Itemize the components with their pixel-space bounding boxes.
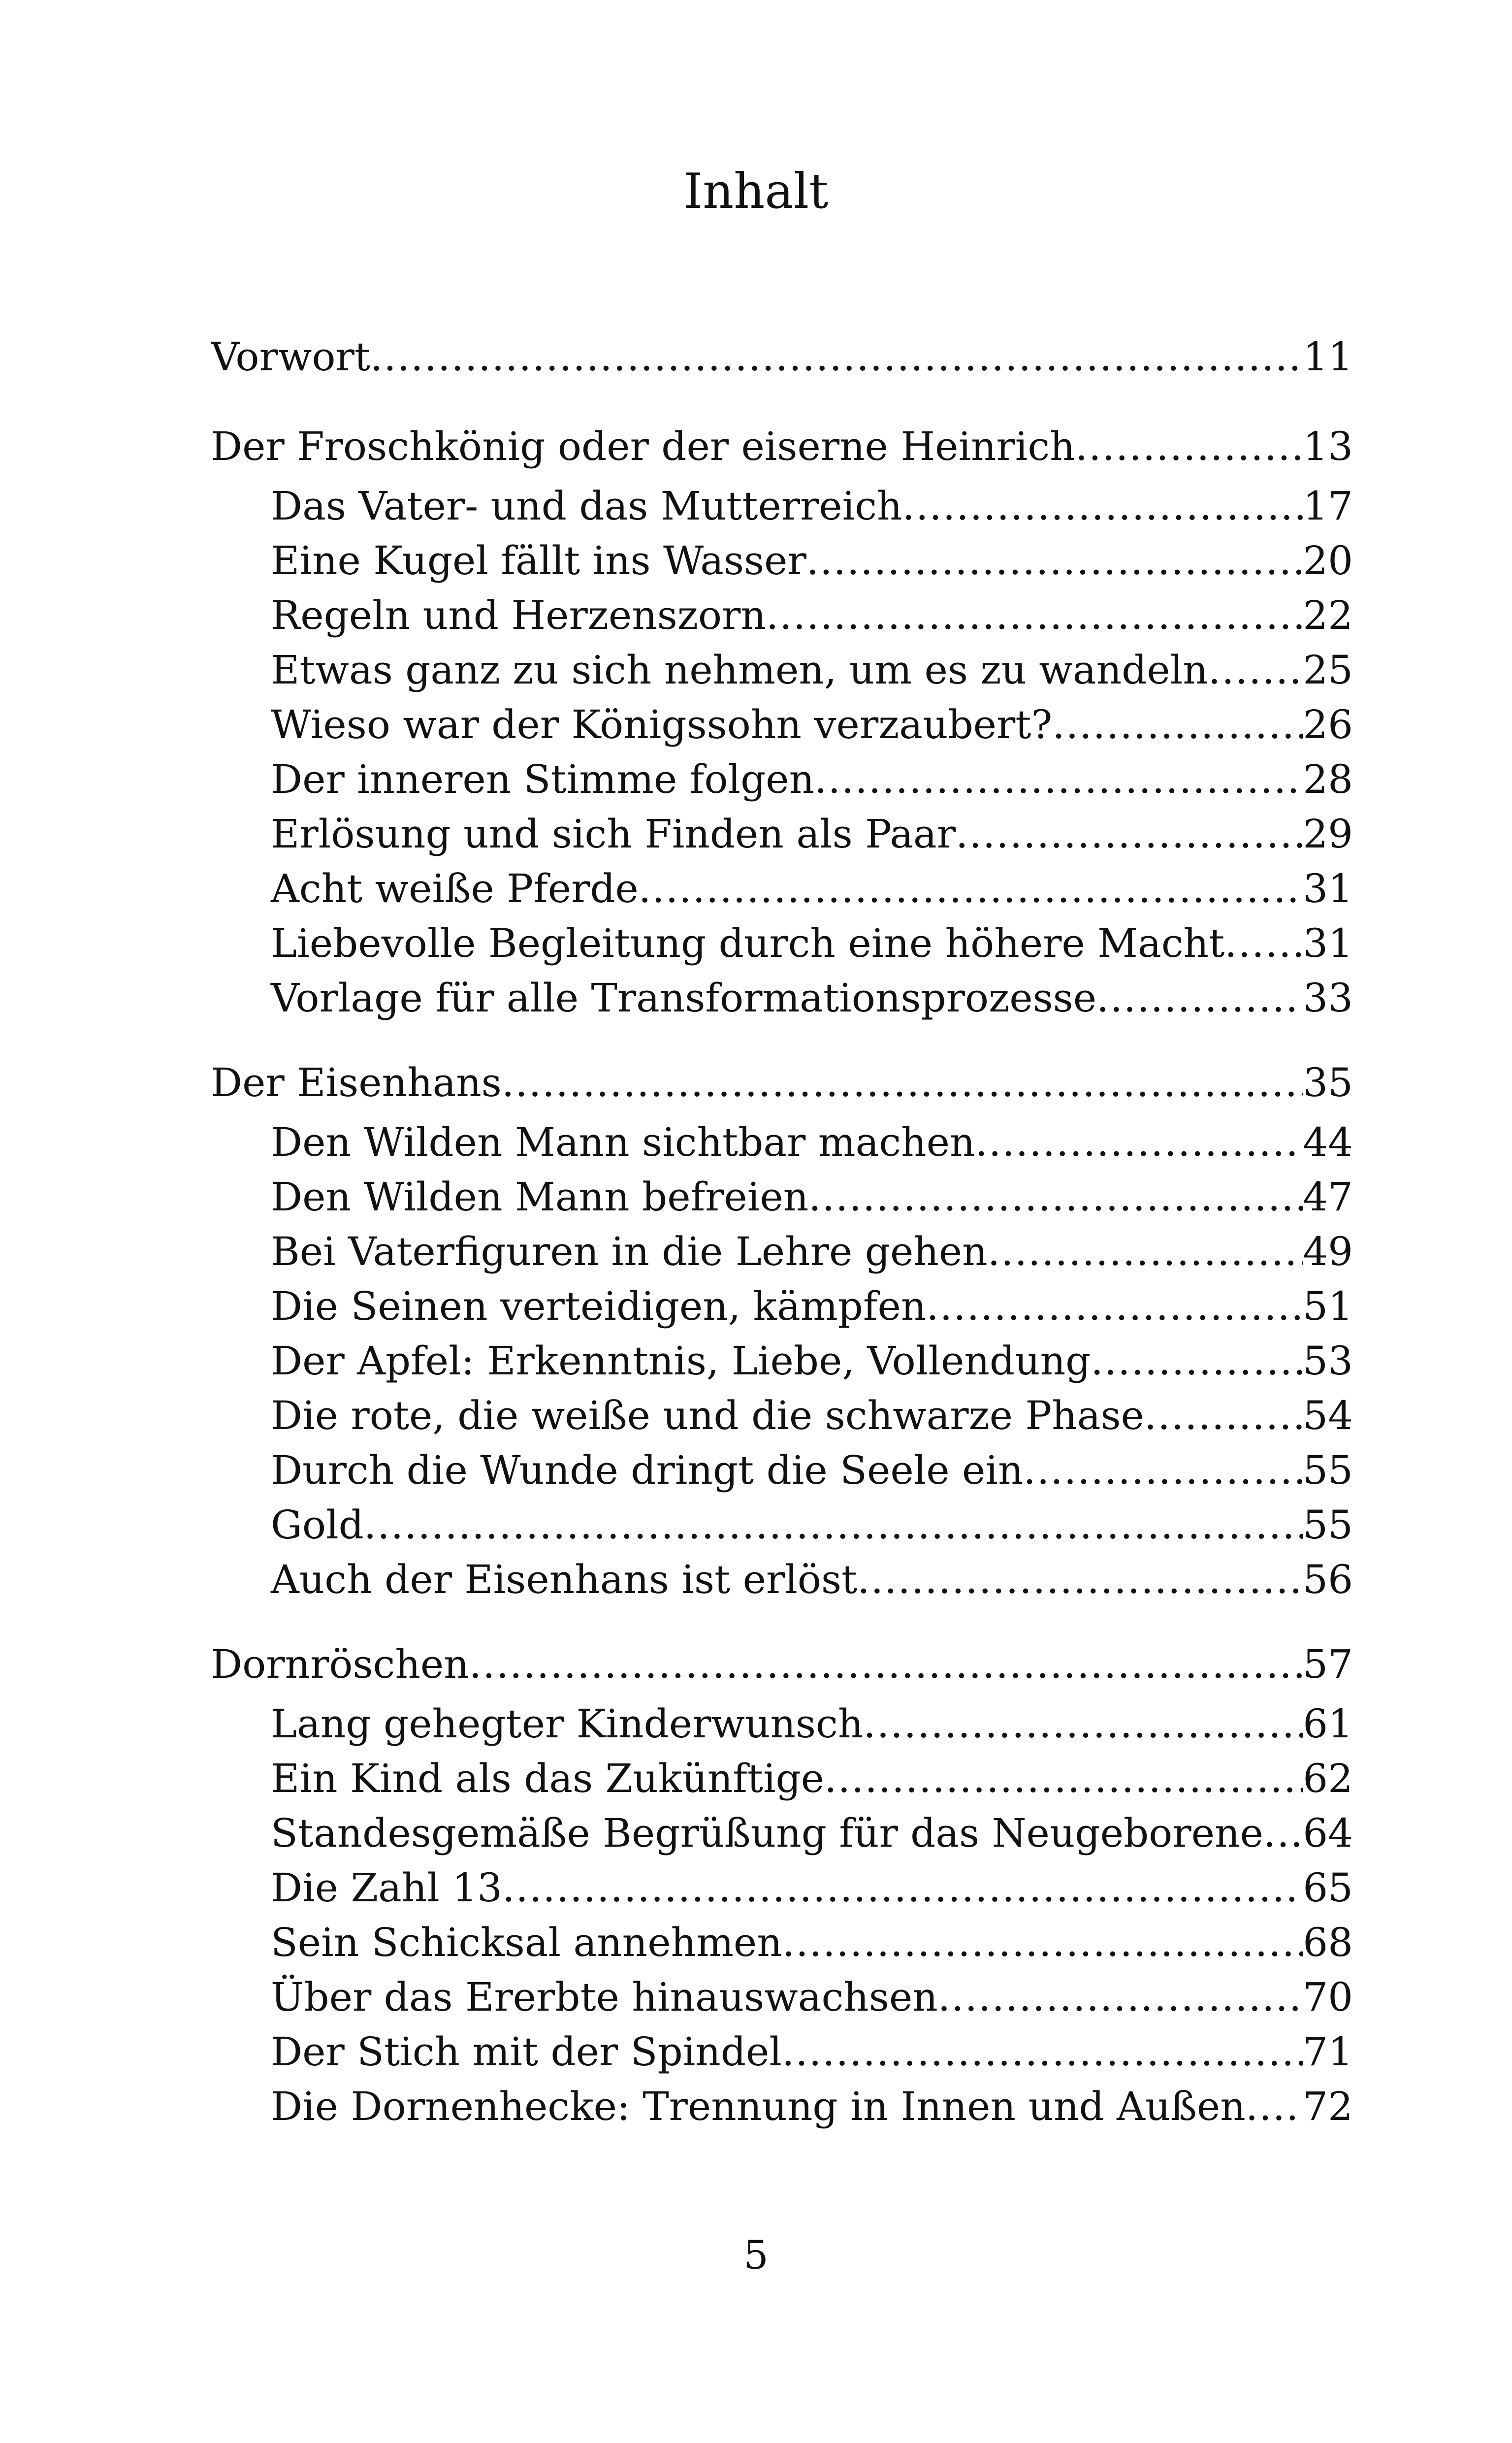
toc-subsection-entry[interactable]: [211, 1170, 1353, 1224]
dot-leader: [975, 1115, 1303, 1170]
toc-subsection-entry[interactable]: [211, 2024, 1353, 2079]
toc-subsection-entry[interactable]: [211, 1388, 1353, 1443]
dot-leader: [1091, 1334, 1303, 1388]
dot-leader: [988, 1224, 1303, 1279]
toc-subsection-title: Eine Kugel fällt ins Wasser: [271, 538, 806, 584]
toc-subsection-title: Sein Schicksal annehmen: [271, 1920, 782, 1965]
toc-subsection-entry[interactable]: [211, 916, 1353, 971]
dot-leader: [824, 1751, 1303, 1806]
toc-page-number: 49: [1303, 1229, 1353, 1274]
toc-subsection-entry[interactable]: [211, 1860, 1353, 1915]
toc-page-number: 61: [1303, 1701, 1353, 1747]
toc-subsection-entry[interactable]: [211, 1696, 1353, 1751]
toc-subsection-entry[interactable]: [211, 861, 1353, 916]
toc-page-number: 22: [1303, 592, 1353, 638]
page-title: Inhalt: [683, 163, 829, 220]
dot-leader: [902, 479, 1303, 533]
toc-subsection-entry[interactable]: [211, 971, 1353, 1025]
dot-leader: [1246, 2079, 1303, 2134]
dot-leader: [938, 1970, 1303, 2024]
dot-leader: [1023, 1443, 1303, 1498]
toc-subsection-title: Erlösung und sich Finden als Paar: [271, 811, 956, 857]
dot-leader: [806, 533, 1303, 588]
toc-subsection-title: Der inneren Stimme folgen: [271, 756, 815, 802]
toc-subsection-entry[interactable]: [211, 1279, 1353, 1334]
toc-page-number: 11: [1303, 334, 1353, 380]
toc-chapter-title: Vorwort: [211, 334, 370, 380]
dot-leader: [782, 1915, 1303, 1970]
toc-page-number: 29: [1303, 811, 1353, 857]
toc-subsection-title: Auch der Eisenhans ist erlöst: [271, 1557, 858, 1602]
toc-subsection-title: Vorlage für alle Transformationsprozesse: [271, 975, 1097, 1021]
toc-subsection-entry[interactable]: [211, 697, 1353, 752]
dot-leader: [1224, 916, 1303, 971]
dot-leader: [956, 807, 1303, 861]
toc-chapter-title: Der Froschkönig oder der eiserne Heinrich: [211, 423, 1075, 469]
toc-page-number: 33: [1303, 975, 1353, 1021]
toc-page-number: 53: [1303, 1338, 1353, 1384]
toc-page-number: 35: [1303, 1060, 1353, 1106]
toc-subsection-entry[interactable]: [211, 1334, 1353, 1388]
toc-page-number: 47: [1303, 1174, 1353, 1220]
toc-page-number: 13: [1303, 423, 1353, 469]
dot-leader: [1208, 643, 1303, 697]
toc-chapter-entry[interactable]: [211, 1051, 1353, 1115]
dot-leader: [814, 752, 1303, 807]
dot-leader: [370, 325, 1303, 389]
toc-subsection-title: Liebevolle Begleitung durch eine höhere Macht: [271, 920, 1225, 966]
toc-page-number: 72: [1303, 2084, 1353, 2129]
toc-subsection-title: Das Vater- und das Mutterreich: [271, 483, 902, 529]
toc-subsection-title: Lang gehegter Kinderwunsch: [271, 1701, 864, 1747]
toc-subsection-title: Über das Ererbte hinauswachsen: [271, 1974, 938, 2020]
toc-subsection-title: Etwas ganz zu sich nehmen, um es zu wandeln: [271, 647, 1208, 693]
toc-subsection-entry[interactable]: [211, 1224, 1353, 1279]
dot-leader: [639, 861, 1303, 916]
toc-subsection-entry[interactable]: [211, 752, 1353, 807]
toc-page-number: 54: [1303, 1393, 1353, 1438]
toc-subsection-entry[interactable]: [211, 1443, 1353, 1498]
dot-leader: [502, 1051, 1303, 1115]
toc-subsection-entry[interactable]: [211, 807, 1353, 861]
toc-subsection-title: Die Seinen verteidigen, kämpfen: [271, 1283, 927, 1329]
toc-page-number: 17: [1303, 483, 1353, 529]
toc-chapter-entry[interactable]: [211, 415, 1353, 479]
dot-leader: [782, 2024, 1303, 2079]
toc-page-number: 65: [1303, 1865, 1353, 1911]
dot-leader: [1144, 1388, 1303, 1443]
dot-leader: [857, 1552, 1303, 1607]
toc-page-number: 70: [1303, 1974, 1353, 2020]
dot-leader: [1096, 971, 1303, 1025]
toc-page-number: 31: [1303, 920, 1353, 966]
toc-subsection-entry[interactable]: [211, 2079, 1353, 2134]
toc-subsection-title: Wieso war der Königssohn verzaubert?: [271, 702, 1053, 748]
toc-page-number: 28: [1303, 756, 1353, 802]
toc-page-number: 55: [1303, 1502, 1353, 1548]
toc-subsection-entry[interactable]: [211, 479, 1353, 533]
dot-leader: [808, 1170, 1303, 1224]
toc-subsection-title: Den Wilden Mann befreien: [271, 1174, 809, 1220]
toc-subsection-title: Der Apfel: Erkenntnis, Liebe, Vollendung: [271, 1338, 1091, 1384]
dot-leader: [502, 1860, 1303, 1915]
dot-leader: [469, 1632, 1303, 1696]
toc-subsection-title: Den Wilden Mann sichtbar machen: [271, 1119, 975, 1165]
toc-subsection-title: Durch die Wunde dringt die Seele ein: [271, 1447, 1024, 1493]
dot-leader: [1052, 697, 1303, 752]
toc-subsection-title: Die rote, die weiße und die schwarze Phase: [271, 1393, 1144, 1438]
toc-chapter-title: Der Eisenhans: [211, 1060, 502, 1106]
toc-subsection-entry[interactable]: [211, 1970, 1353, 2024]
toc-page-number: 26: [1303, 702, 1353, 748]
toc-subsection-title: Acht weiße Pferde: [271, 866, 639, 912]
toc-subsection-title: Der Stich mit der Spindel: [271, 2029, 782, 2075]
toc-page-number: 20: [1303, 538, 1353, 584]
toc-subsection-entry[interactable]: [211, 1552, 1353, 1607]
toc-page-number: 31: [1303, 866, 1353, 912]
toc-section: [211, 1632, 1353, 2134]
section-spacer: [211, 1025, 1353, 1051]
toc-section: [211, 325, 1353, 389]
section-spacer: [211, 1607, 1353, 1632]
toc-subsection-title: Die Dornenhecke: Trennung in Innen und Außen: [271, 2084, 1246, 2129]
dot-leader: [364, 1498, 1303, 1552]
dot-leader: [766, 588, 1303, 643]
toc-subsection-title: Gold: [271, 1502, 364, 1548]
toc-subsection-title: Ein Kind als das Zukünftige: [271, 1756, 825, 1801]
dot-leader: [1263, 1806, 1303, 1860]
dot-leader: [926, 1279, 1303, 1334]
toc-subsection-title: Die Zahl 13: [271, 1865, 503, 1911]
toc-subsection-title: Regeln und Herzenszorn: [271, 592, 766, 638]
toc-page-number: 25: [1303, 647, 1353, 693]
toc-subsection-title: Bei Vaterfiguren in die Lehre gehen: [271, 1229, 988, 1274]
toc-subsection-entry[interactable]: [211, 533, 1353, 588]
toc-page-number: 55: [1303, 1447, 1353, 1493]
table-of-contents: [211, 325, 1353, 2134]
toc-page-number: 44: [1303, 1119, 1353, 1165]
toc-page-number: 71: [1303, 2029, 1353, 2075]
toc-subsection-entry[interactable]: [211, 588, 1353, 643]
section-spacer: [211, 389, 1353, 415]
toc-subsection-entry[interactable]: [211, 1806, 1353, 1860]
toc-page-number: 64: [1303, 1810, 1353, 1856]
toc-subsection-entry[interactable]: [211, 1115, 1353, 1170]
toc-chapter-entry[interactable]: [211, 325, 1353, 389]
toc-page-number: 62: [1303, 1756, 1353, 1801]
dot-leader: [1075, 415, 1303, 479]
toc-subsection-entry[interactable]: [211, 1498, 1353, 1552]
toc-chapter-entry[interactable]: [211, 1632, 1353, 1696]
toc-page-number: 68: [1303, 1920, 1353, 1965]
page-number: 5: [743, 2232, 769, 2278]
toc-subsection-entry[interactable]: [211, 643, 1353, 697]
dot-leader: [863, 1696, 1303, 1751]
toc-page-number: 57: [1303, 1641, 1353, 1687]
toc-page-number: 56: [1303, 1557, 1353, 1602]
toc-section: [211, 1051, 1353, 1607]
toc-chapter-title: Dornröschen: [211, 1641, 469, 1687]
toc-subsection-title: Standesgemäße Begrüßung für das Neugeborene: [271, 1810, 1263, 1856]
toc-subsection-entry[interactable]: [211, 1915, 1353, 1970]
toc-section: [211, 415, 1353, 1025]
toc-subsection-entry[interactable]: [211, 1751, 1353, 1806]
toc-page-number: 51: [1303, 1283, 1353, 1329]
